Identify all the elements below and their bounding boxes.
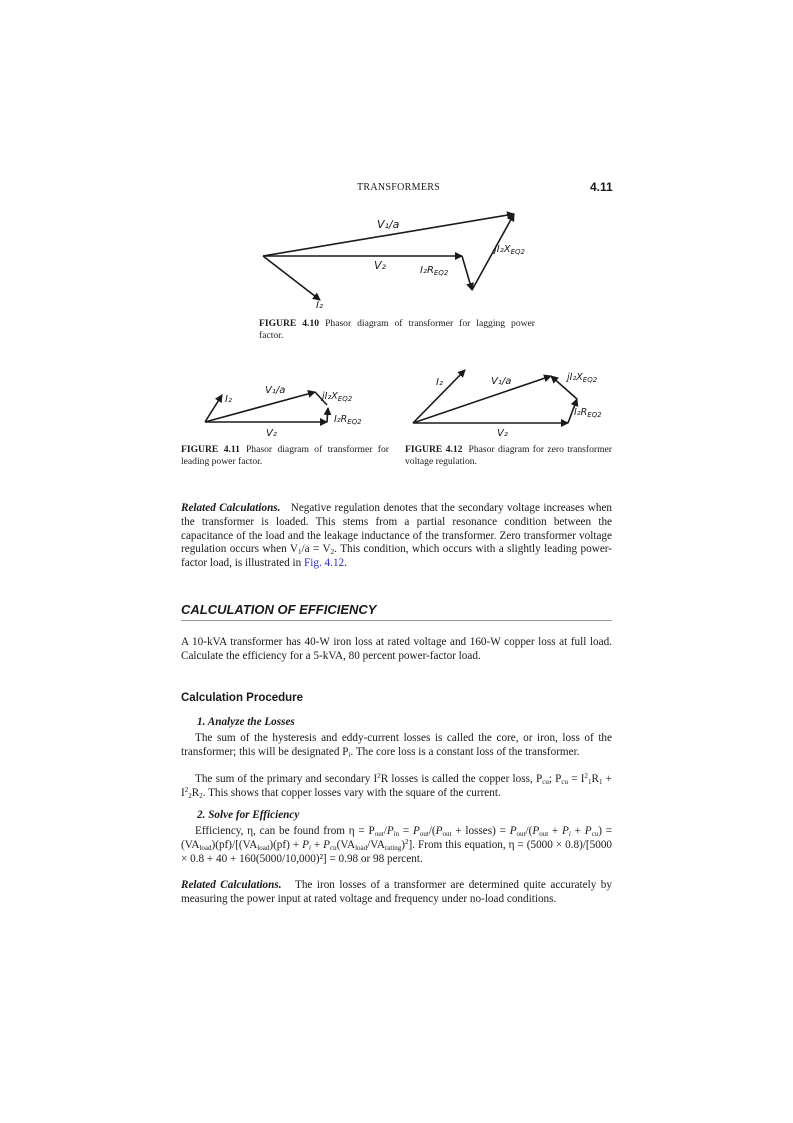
label-v2: V₂ [374,259,386,272]
phasor-v1a [205,392,315,422]
label-ir: $I_2R_{EQ2}$ [574,407,602,419]
phasor-v1a [263,214,514,256]
step-1-title: 1. Analyze the Losses [197,716,295,728]
phasor-v1a [413,376,551,423]
step-2-paragraph: Efficiency, η, can be found from $\eta = P_{out}/P_{in} = P_{out}/(P_{out}$ + losses) = $P_{out}/(P_{out} + P_i + P_{cu}) = (VA_{load})(pf)/[(VA_{load})(pf) + P_i + P_{cu}(VA_{load}/VA_{rating})^2]$. From this equation, η = (5000 × 0.8)/[5000 × 0.8 + 40 + 160(5000/10,000)²] = 0.98 or 98 percent. [181,825,613,865]
label-v2: V₂ [497,428,508,439]
label-i2: I₂ [316,300,323,311]
figure-4-11-caption: FIGURE 4.11 Phasor diagram of transformer for leading power factor. [181,444,389,467]
label-v1a: V₁/a [377,218,400,231]
step-1-paragraph-1: The sum of the hysteresis and eddy-current losses is called the core, or iron, loss of the transformer; this will be designated $P_i$. The core loss is a constant loss of the transformer. [181,732,612,759]
label-jx: $jI_2X_{EQ2}$ [567,372,598,384]
phasor-jx [315,392,327,405]
phasor-jx [551,376,577,399]
related-calculations-paragraph: Related Calculations. Negative regulation denotes that the secondary voltage increases when the transformer is loaded. This stems from a partial resonance condition between the capacitance of the load and the leakage inductance of the transformer. Zero transformer voltage regulation occurs when $V_1/a = V_2$. This condition, which occurs with a slightly leading power-factor load, is illustrated in Fig. 4.12. [181,502,613,570]
label-v2: V₂ [266,428,277,439]
problem-statement: A 10-kVA transformer has 40-W iron loss at rated voltage and 160-W copper loss at full load. Calculate the efficiency for a 5-kVA, 80 percent power-factor load. [181,636,612,662]
label-jx: $jI_2X_{EQ2}$ [494,244,525,256]
figure-4-12-caption: FIGURE 4.12 Phasor diagram for zero transformer voltage regulation. [405,444,612,467]
running-head: TRANSFORMERS [357,182,441,193]
phasor-jx [472,214,514,290]
label-ir: $I_2R_{EQ2}$ [420,265,449,277]
phasor-ir [462,256,472,290]
page-number: 4.11 [590,180,613,194]
label-jx: $jI_2X_{EQ2}$ [322,391,353,403]
procedure-title: Calculation Procedure [181,692,304,704]
related-calculations-paragraph-2: Related Calculations. The iron losses of a transformer are determined quite accurately by measuring the power input at rated voltage and frequency under no-load conditions. [181,879,612,905]
label-i2: I₂ [225,394,232,405]
section-title: CALCULATION OF EFFICIENCY [181,602,612,621]
fig-4-12-link[interactable]: Fig. 4.12 [304,557,345,570]
phasor-ir [568,399,577,423]
phasor-i2 [263,256,320,300]
phasor-i2 [413,370,465,423]
phasor-ir [327,408,328,422]
step-1-paragraph-2: The sum of the primary and secondary $I^2R$ losses is called the copper loss, $P_{cu}$; $P_{cu} = I^2_1R_1 + I^2_2R_2$. This shows that copper losses vary with the square of the current. [181,772,612,800]
figure-4-10-caption: FIGURE 4.10 Phasor diagram of transformer for lagging power factor. [259,318,536,341]
label-ir: $I_2R_{EQ2}$ [334,414,362,426]
step-2-title: 2. Solve for Efficiency [197,809,300,821]
phasor-i2 [205,395,222,422]
label-i2: I₂ [436,377,443,388]
label-v1a: V₁/a [491,376,512,387]
label-v1a: V₁/a [265,385,286,396]
